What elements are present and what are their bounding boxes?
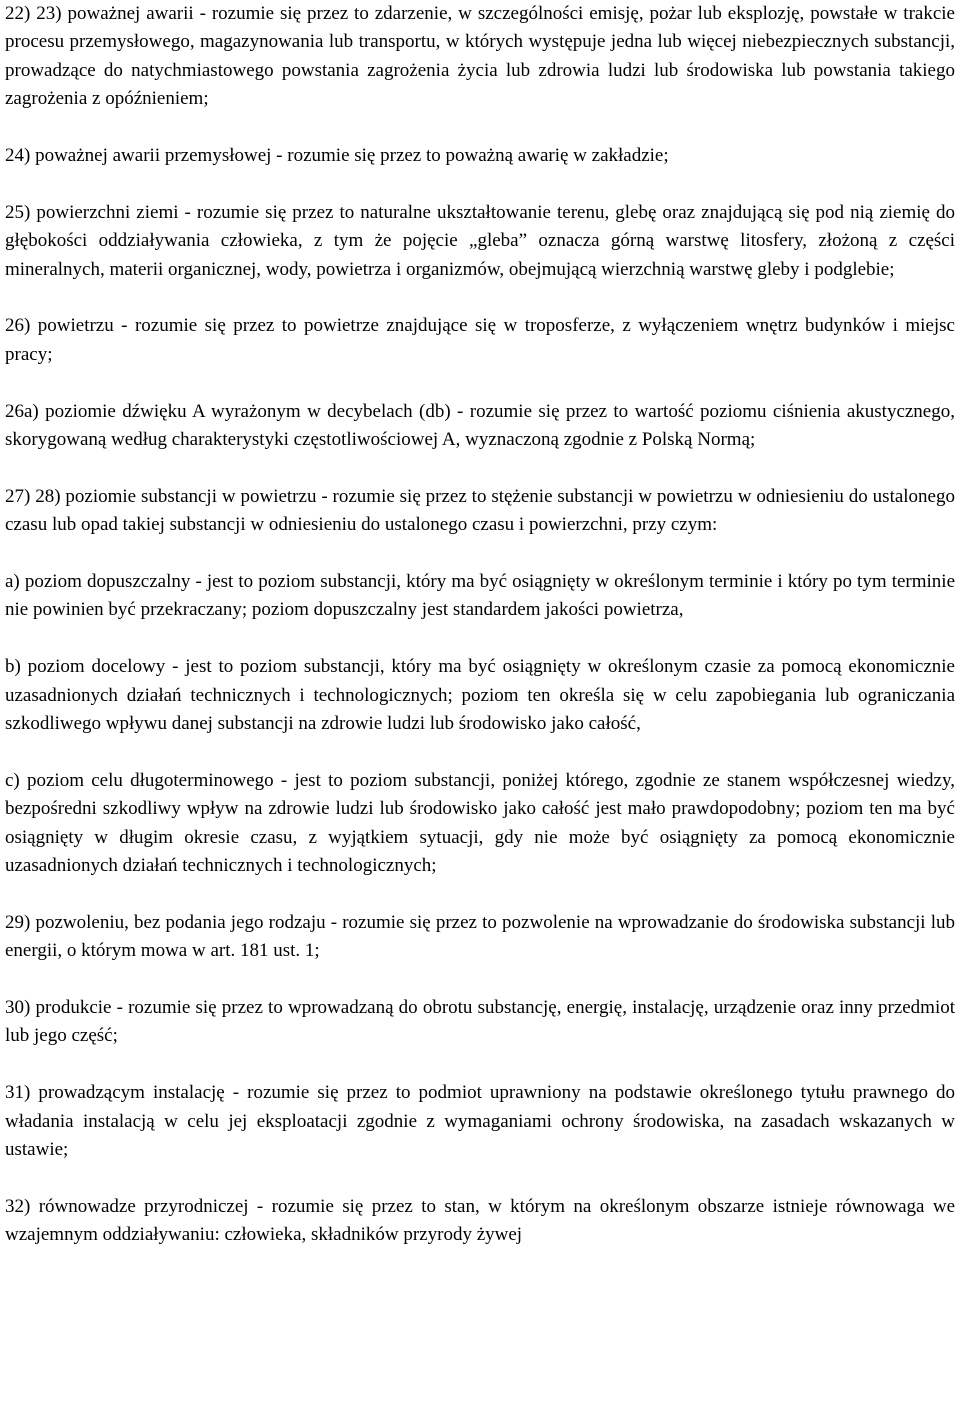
definition-sub-a: a) poziom dopuszczalny - jest to poziom substancji, który ma być osiągnięty w określonym terminie i który po tym terminie nie powinien być przekraczany; poziom dopuszczalny jest standardem jakości powietrza, <box>5 571 955 621</box>
definition-27-28: 27) 28) poziomie substancji w powietrzu - rozumie się przez to stężenie substancji w powietrzu w odniesieniu do ustalonego czasu lub opad takiej substancji w odniesieniu do ustalonego czasu i powierzchni, przy czym: <box>5 485 955 536</box>
definition-29: 29) pozwoleniu, bez podania jego rodzaju - rozumie się przez to pozwolenie na wprowadzanie do środowiska substancji lub energii, o którym mowa w art. 181 ust. 1; <box>5 911 955 962</box>
document-page <box>5 0 955 1250</box>
definition-24: 24) poważnej awarii przemysłowej - rozumie się przez to poważną awarię w zakładzie; <box>5 145 669 167</box>
definition-22-23: 22) 23) poważnej awarii - rozumie się przez to zdarzenie, w szczególności emisję, pożar lub eksplozję, powstałe w trakcie procesu przemysłowego, magazynowania lub transportu, w których występuje jedna lub więcej niebezpiecznych substancji, prowadzące do natychmiastowego powstania zagrożenia życia lub zdrowia ludzi lub środowiska lub powstania takiego zagrożenia z opóźnieniem; <box>5 3 955 110</box>
definition-30: 30) produkcie - rozumie się przez to wprowadzaną do obrotu substancję, energię, instalację, urządzenie oraz inny przedmiot lub jego część; <box>5 997 955 1047</box>
definition-31: 31) prowadzącym instalację - rozumie się przez to podmiot uprawniony na podstawie określonego tytułu prawnego do władania instalacją w celu jej eksploatacji zgodnie z wymaganiami ochrony środowiska, na zasadach wskazanych w ustawie; <box>5 1082 955 1161</box>
definition-25: 25) powierzchni ziemi - rozumie się przez to naturalne ukształtowanie terenu, glebę oraz znajdującą się pod nią ziemię do głębokości oddziaływania człowieka, z tym że pojęcie „gleba” oznacza górną warstwę litosfery, złożoną z części mineralnych, materii organicznej, wody, powietrza i organizmów, obejmującą wierzchnią warstwę gleby i podglebie; <box>5 201 955 280</box>
definition-sub-b: b) poziom docelowy - jest to poziom substancji, który ma być osiągnięty w określonym czasie za pomocą ekonomicznie uzasadnionych działań technicznych i technologicznych; poziom ten określa się w celu zapobiegania lub ograniczania szkodliwego wpływu danej substancji na zdrowie ludzi lub środowisko jako całość, <box>5 656 955 735</box>
definition-sub-c: c) poziom celu długoterminowego - jest to poziom substancji, poniżej którego, zgodnie ze stanem współczesnej wiedzy, bezpośredni szkodliwy wpływ na zdrowie ludzi lub środowisko jako całość jest mało prawdopodobny; poziom ten ma być osiągnięty w długim okresie czasu, z wyjątkiem sytuacji, gdy nie może być osiągnięty za pomocą ekonomicznie uzasadnionych działań technicznych i technologicznych; <box>5 769 955 877</box>
definition-26: 26) powietrzu - rozumie się przez to powietrze znajdujące się w troposferze, z wyłączeniem wnętrz budynków i miejsc pracy; <box>5 315 955 365</box>
definition-32: 32) równowadze przyrodniczej - rozumie się przez to stan, w którym na określonym obszarze istnieje równowaga we wzajemnym oddziaływaniu: człowieka, składników przyrody żywej <box>5 1195 955 1246</box>
definition-26a: 26a) poziomie dźwięku A wyrażonym w decybelach (db) - rozumie się przez to wartość poziomu ciśnienia akustycznego, skorygowaną według charakterystyki częstotliwościowej A, wyznaczoną zgodnie z Polską Normą; <box>5 400 955 451</box>
